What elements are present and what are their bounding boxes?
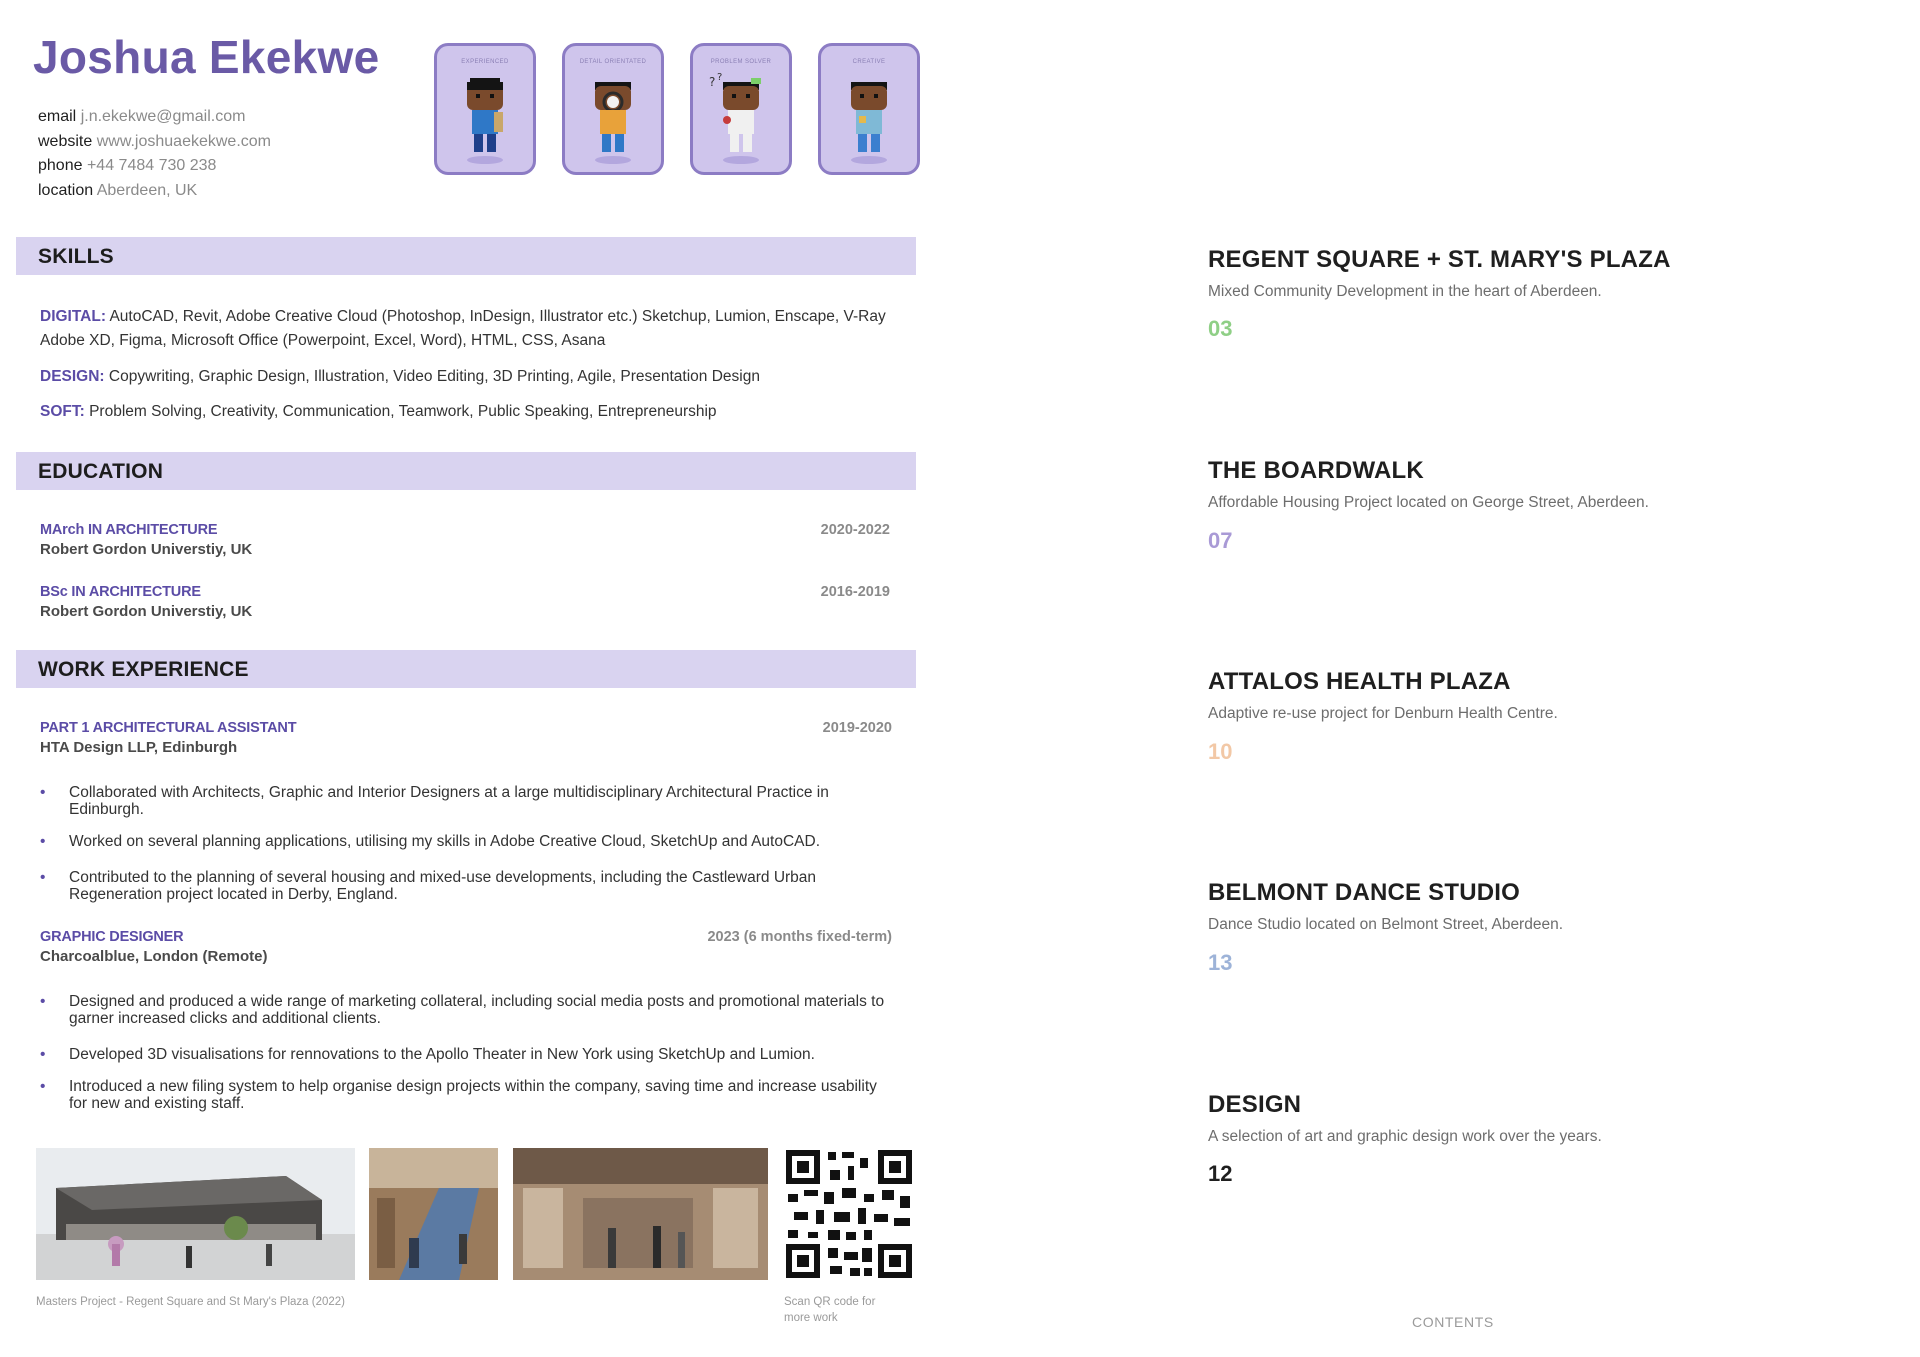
contact-phone: phone +44 7484 730 238 <box>38 157 217 174</box>
email-link[interactable]: j.n.ekekwe@gmail.com <box>80 108 246 125</box>
project-description: A selection of art and graphic design work over the years. <box>1208 1128 1602 1145</box>
education-dates: 2020-2022 <box>820 522 890 538</box>
project-description: Affordable Housing Project located on George Street, Aberdeen. <box>1208 494 1649 511</box>
education-institution: Robert Gordon Universtiy, UK <box>40 603 253 620</box>
section-header-work-experience: WORK EXPERIENCE <box>16 650 916 688</box>
avatar-card-creative: CREATIVE <box>818 43 920 175</box>
contact-info <box>38 105 271 203</box>
contact-email: email j.n.ekekwe@gmail.com <box>38 108 246 125</box>
job-bullet: • Designed and produced a wide range of marketing collateral, including social media posts and promotional materials to garner increased clicks and additional clients. <box>40 993 890 1027</box>
project-page-number[interactable]: 12 <box>1208 1161 1233 1186</box>
character-experienced-icon <box>437 64 533 174</box>
avatar-card-experienced: EXPERIENCED <box>434 43 536 175</box>
phone-value: +44 7484 730 238 <box>86 157 217 174</box>
section-header-education: EDUCATION <box>16 452 916 490</box>
job-title: PART 1 ARCHITECTURAL ASSISTANT <box>40 720 297 736</box>
job-title: GRAPHIC DESIGNER <box>40 929 184 945</box>
project-title[interactable]: ATTALOS HEALTH PLAZA <box>1208 668 1511 695</box>
website-link[interactable]: www.joshuaekekwe.com <box>96 132 271 150</box>
project-page-number[interactable]: 03 <box>1208 316 1233 341</box>
job-company: HTA Design LLP, Edinburgh <box>40 739 238 756</box>
svg-text:?: ? <box>717 72 723 83</box>
contact-location: location Aberdeen, UK <box>38 181 198 199</box>
job-bullet: • Collaborated with Architects, Graphic and Interior Designers at a large multidisciplinary Architectural Practice in Edinburgh. <box>40 784 890 818</box>
character-magnifier-icon <box>565 64 661 174</box>
masters-project-render-stairs <box>369 1148 498 1280</box>
qr-caption-line-2: more work <box>784 1312 838 1324</box>
education-dates: 2016-2019 <box>820 584 890 600</box>
project-page-number[interactable]: 13 <box>1208 950 1233 975</box>
skill-digital: DIGITAL: AutoCAD, Revit, Adobe Creative Cloud (Photoshop, InDesign, Illustrator etc.) Sketchup, Lumion, Enscape, V-Ray Adobe XD, Figma, Microsoft Office (Powerpoint, Excel, Word), HTML, CSS, Asana <box>40 308 886 349</box>
project-title[interactable]: THE BOARDWALK <box>1208 457 1424 484</box>
resume-name: Joshua Ekekwe <box>33 31 380 83</box>
job-dates: 2023 (6 months fixed-term) <box>707 929 892 945</box>
contents-label: CONTENTS <box>1412 1314 1494 1330</box>
job-bullet: • Developed 3D visualisations for rennovations to the Apollo Theater in New York using SketchUp and Lumion. <box>40 1046 890 1063</box>
job-dates: 2019-2020 <box>822 720 892 736</box>
avatar-card-problem-solver: PROBLEM SOLVER ? ? <box>690 43 792 175</box>
qr-caption-line-1: Scan QR code for <box>784 1296 876 1308</box>
gallery-caption: Masters Project - Regent Square and St Mary's Plaza (2022) <box>36 1296 346 1308</box>
masters-project-render-library <box>513 1148 768 1280</box>
project-description: Dance Studio located on Belmont Street, Aberdeen. <box>1208 916 1564 933</box>
job-bullet: • Introduced a new filing system to help organise design projects within the company, saving time and increase usability for new and existing staff. <box>40 1078 890 1112</box>
job-company: Charcoalblue, London (Remote) <box>40 948 268 965</box>
character-creative-icon <box>821 64 917 174</box>
project-page-number[interactable]: 07 <box>1208 528 1233 553</box>
portfolio-qr-code[interactable] <box>784 1148 914 1280</box>
project-title[interactable]: BELMONT DANCE STUDIO <box>1208 879 1520 906</box>
education-title: MArch IN ARCHITECTURE <box>40 522 218 538</box>
location-value: Aberdeen, UK <box>96 181 198 199</box>
section-header-skills: SKILLS <box>16 237 916 275</box>
project-description: Adaptive re-use project for Denburn Health Centre. <box>1208 705 1558 722</box>
contact-website: website www.joshuaekekwe.com <box>38 132 271 150</box>
project-title[interactable]: DESIGN <box>1208 1091 1302 1118</box>
skill-design: DESIGN: Copywriting, Graphic Design, Illustration, Video Editing, 3D Printing, Agile, Presentation Design <box>40 368 760 385</box>
job-bullet: • Worked on several planning applications, utilising my skills in Adobe Creative Cloud, SketchUp and AutoCAD. <box>40 833 890 850</box>
project-page-number[interactable]: 10 <box>1208 739 1233 764</box>
project-title[interactable]: REGENT SQUARE + ST. MARY'S PLAZA <box>1208 246 1671 273</box>
character-thinking-icon <box>693 64 789 174</box>
education-title: BSc IN ARCHITECTURE <box>40 584 201 600</box>
project-description: Mixed Community Development in the heart of Aberdeen. <box>1208 283 1602 300</box>
avatar-card-detail-orientated: DETAIL ORIENTATED <box>562 43 664 175</box>
education-institution: Robert Gordon Universtiy, UK <box>40 541 253 558</box>
job-bullet: • Contributed to the planning of several housing and mixed-use developments, including the Castleward Urban Regeneration project located in Derby, England. <box>40 869 890 903</box>
masters-project-render-exterior <box>36 1148 355 1280</box>
skill-soft: SOFT: Problem Solving, Creativity, Communication, Teamwork, Public Speaking, Entrepreneurship <box>40 403 717 420</box>
svg-text:?: ? <box>709 75 716 89</box>
